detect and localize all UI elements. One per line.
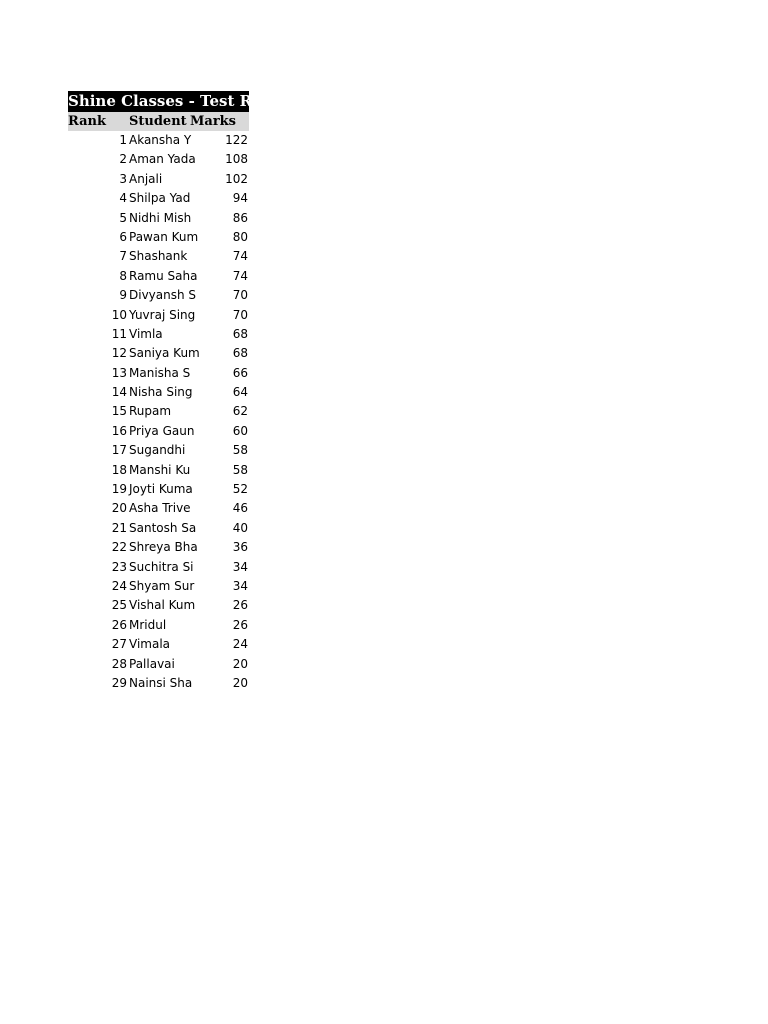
student-cell: Divyansh S — [129, 288, 197, 303]
table-row — [68, 344, 249, 363]
table-row — [68, 480, 249, 499]
rank-cell: 3 — [119, 171, 127, 186]
marks-cell: 108 — [225, 152, 248, 167]
student-cell: Sugandhi — [129, 443, 186, 458]
marks-cell: 64 — [232, 385, 248, 400]
student-cell: Pallavai — [129, 656, 175, 671]
student-cell: Shilpa Yad — [129, 191, 191, 206]
table-row — [68, 170, 249, 189]
student-cell: Suchitra Si — [129, 559, 194, 574]
rank-cell: 22 — [111, 540, 127, 555]
marks-cell: 58 — [232, 443, 248, 458]
marks-cell: 122 — [225, 133, 248, 147]
rank-cell: 25 — [111, 598, 127, 613]
rank-cell: 2 — [119, 152, 127, 167]
marks-cell: 60 — [232, 423, 248, 438]
header-rank: Rank — [68, 114, 106, 129]
student-cell: Joyti Kuma — [129, 482, 193, 497]
table-row — [68, 596, 249, 615]
marks-cell: 70 — [232, 288, 248, 303]
rank-cell: 4 — [119, 191, 127, 206]
student-cell: Manshi Ku — [129, 462, 191, 477]
table-row — [68, 150, 249, 169]
rank-cell: 17 — [111, 443, 127, 458]
marks-cell: 74 — [232, 249, 248, 264]
student-cell: Shashank — [129, 249, 188, 264]
student-cell: Rupam — [129, 404, 172, 419]
rank-cell: 6 — [119, 229, 127, 244]
header-marks: Marks — [190, 114, 236, 129]
table-row — [68, 461, 249, 480]
results-sheet — [68, 91, 262, 693]
table-row — [68, 247, 249, 266]
column-header-row — [68, 112, 249, 131]
table-row — [68, 131, 249, 150]
table-row — [68, 616, 249, 635]
marks-cell: 74 — [232, 268, 248, 283]
rank-cell: 12 — [111, 346, 127, 361]
rank-cell: 29 — [111, 675, 127, 690]
marks-cell: 20 — [232, 675, 248, 690]
marks-cell: 70 — [232, 307, 248, 322]
marks-cell: 34 — [232, 559, 248, 574]
table-row — [68, 402, 249, 421]
marks-cell: 26 — [232, 598, 248, 613]
marks-cell: 20 — [232, 656, 248, 671]
marks-cell: 46 — [232, 501, 248, 516]
table-row — [68, 441, 249, 460]
rank-cell: 16 — [111, 423, 127, 438]
rank-cell: 5 — [119, 210, 127, 225]
table-row — [68, 364, 249, 383]
marks-cell: 58 — [232, 462, 248, 477]
rank-cell: 9 — [119, 288, 127, 303]
marks-cell: 52 — [232, 482, 248, 497]
table-row — [68, 286, 249, 305]
marks-cell: 40 — [232, 520, 248, 535]
rank-cell: 14 — [111, 385, 127, 400]
table-row — [68, 228, 249, 247]
table-row — [68, 267, 249, 286]
student-cell: Nisha Sing — [129, 385, 193, 400]
table-row — [68, 674, 249, 693]
student-cell: Asha Trive — [129, 501, 191, 516]
table-row — [68, 538, 249, 557]
student-cell: Akansha Y — [129, 133, 192, 147]
sheet-title: Shine Classes - Test Re — [68, 92, 262, 110]
marks-cell: 68 — [232, 326, 248, 341]
table-row — [68, 189, 249, 208]
marks-cell: 86 — [232, 210, 248, 225]
student-cell: Shyam Sur — [129, 578, 195, 593]
marks-cell: 94 — [232, 191, 248, 206]
marks-cell: 24 — [232, 637, 248, 652]
marks-cell: 80 — [232, 229, 248, 244]
marks-cell: 36 — [232, 540, 248, 555]
student-cell: Mridul — [129, 617, 167, 632]
rank-cell: 10 — [111, 307, 127, 322]
student-cell: Vimla — [129, 326, 163, 341]
table-row — [68, 499, 249, 518]
marks-cell: 68 — [232, 346, 248, 361]
student-cell: Priya Gaun — [129, 423, 195, 438]
student-cell: Santosh Sa — [129, 520, 197, 535]
rank-cell: 1 — [119, 133, 127, 147]
student-cell: Saniya Kum — [129, 346, 200, 361]
rank-cell: 11 — [111, 326, 127, 341]
student-cell: Shreya Bha — [129, 540, 198, 555]
table-row — [68, 558, 249, 577]
table-row — [68, 577, 249, 596]
student-cell: Anjali — [129, 171, 163, 186]
table-row — [68, 655, 249, 674]
rank-cell: 28 — [111, 656, 127, 671]
results-table-body — [68, 131, 249, 693]
table-row — [68, 519, 249, 538]
rank-cell: 15 — [111, 404, 127, 419]
table-row — [68, 306, 249, 325]
header-student: Student — [129, 114, 187, 129]
student-cell: Aman Yada — [129, 152, 196, 167]
student-cell: Nainsi Sha — [129, 675, 193, 690]
marks-cell: 66 — [232, 365, 248, 380]
rank-cell: 7 — [119, 249, 127, 264]
rank-cell: 24 — [111, 578, 127, 593]
table-row — [68, 635, 249, 654]
rank-cell: 20 — [111, 501, 127, 516]
rank-cell: 21 — [111, 520, 127, 535]
student-cell: Vimala — [129, 637, 171, 652]
rank-cell: 23 — [111, 559, 127, 574]
table-row — [68, 209, 249, 228]
student-cell: Manisha S — [129, 365, 191, 380]
marks-cell: 102 — [225, 171, 248, 186]
student-cell: Vishal Kum — [129, 598, 196, 613]
student-cell: Nidhi Mish — [129, 210, 192, 225]
table-row — [68, 325, 249, 344]
marks-cell: 26 — [232, 617, 248, 632]
marks-cell: 62 — [232, 404, 248, 419]
rank-cell: 27 — [111, 637, 127, 652]
rank-cell: 13 — [111, 365, 127, 380]
marks-cell: 34 — [232, 578, 248, 593]
table-row — [68, 422, 249, 441]
rank-cell: 26 — [111, 617, 127, 632]
student-cell: Ramu Saha — [129, 268, 198, 283]
table-row — [68, 383, 249, 402]
student-cell: Yuvraj Sing — [129, 307, 196, 322]
rank-cell: 18 — [111, 462, 127, 477]
rank-cell: 8 — [119, 268, 127, 283]
student-cell: Pawan Kum — [129, 229, 199, 244]
rank-cell: 19 — [111, 482, 127, 497]
